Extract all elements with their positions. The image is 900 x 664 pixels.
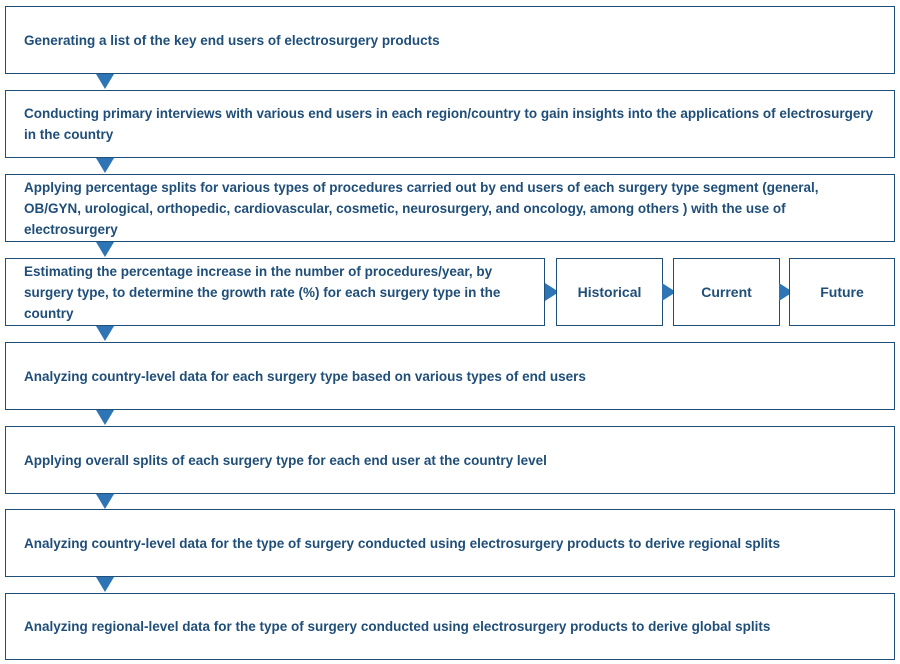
step-box-3	[5, 174, 895, 242]
stage-current-label: Current	[701, 283, 752, 300]
step-box-5	[5, 342, 895, 410]
step-box-6	[5, 426, 895, 494]
down-arrow-1	[96, 74, 114, 89]
stage-box-historical	[556, 258, 663, 326]
down-arrow-4	[96, 326, 114, 341]
stage-box-future	[789, 258, 895, 326]
down-arrow-7	[96, 577, 114, 592]
stage-box-current	[673, 258, 780, 326]
step-box-4	[5, 258, 545, 326]
step-box-1	[5, 6, 895, 74]
step-8-text: Analyzing regional-level data for the type of surgery conducted using electrosurgery products to derive global splits	[24, 619, 771, 634]
step-1-text: Generating a list of the key end users of electrosurgery products	[24, 32, 440, 48]
step-7-text: Analyzing country-level data for the type of surgery conducted using electrosurgery products to derive regional splits	[24, 535, 781, 551]
step-box-7	[5, 509, 895, 577]
down-arrow-6	[96, 494, 114, 509]
step-3-text: Applying percentage splits for various types of procedures carried out by end users of each surgery type segment (general, OB/GYN, urological, orthopedic, cardiovascular, cosmetic, neurosurgery, and oncology, among others ) with the use of electrosurgery	[24, 179, 819, 237]
down-arrow-5	[96, 410, 114, 425]
step-5-text: Analyzing country-level data for each surgery type based on various types of end users	[24, 368, 586, 384]
down-arrow-3	[96, 242, 114, 257]
stage-historical-label: Historical	[577, 283, 642, 300]
step-2-text: Conducting primary interviews with various end users in each region/country to gain insights into the applications of electrosurgery in the country	[24, 106, 874, 142]
stage-future-label: Future	[820, 283, 864, 300]
step-box-2	[5, 90, 895, 158]
down-arrow-2	[96, 158, 114, 173]
step-6-text: Applying overall splits of each surgery type for each end user at the country level	[24, 452, 547, 468]
step-4-text: Estimating the percentage increase in the number of procedures/year, by surgery type, to determine the growth rate (%) for each surgery type in the country	[24, 263, 501, 321]
step-box-8	[5, 593, 895, 660]
